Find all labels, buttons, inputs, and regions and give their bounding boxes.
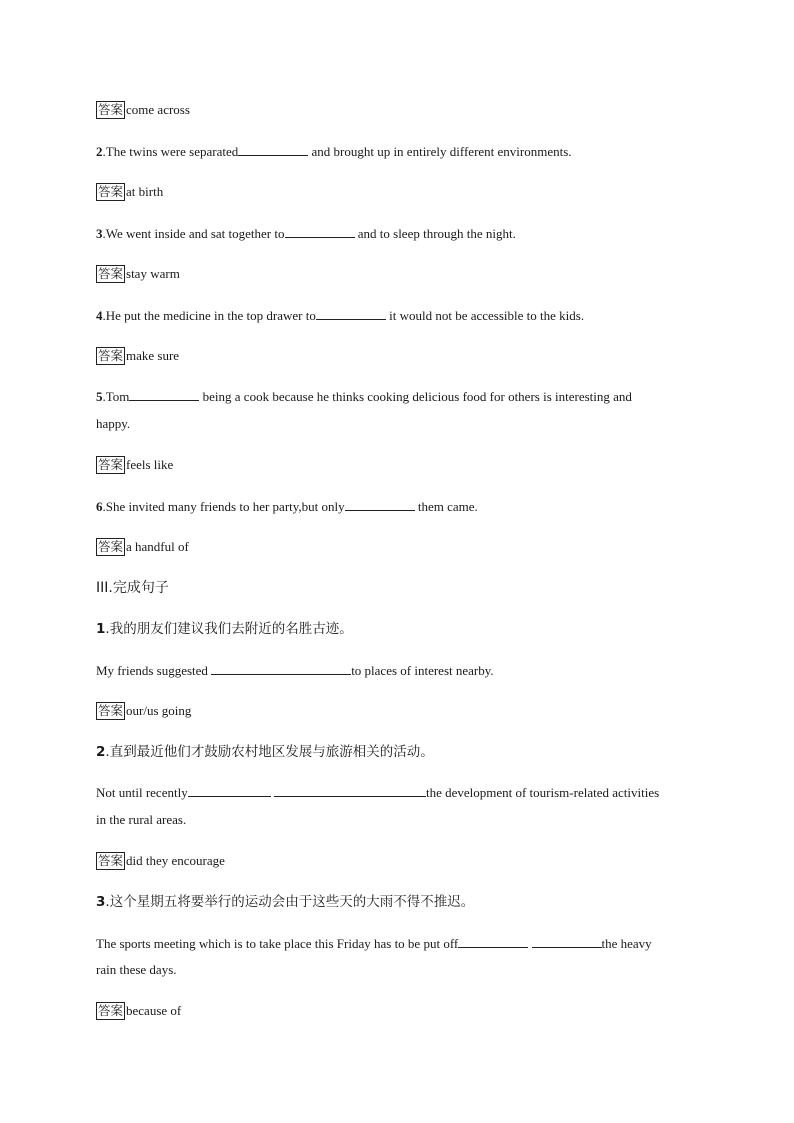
chinese-prompt: .我的朋友们建议我们去附近的名胜古迹。 [105, 621, 353, 637]
answer-label-box: 答案 [98, 457, 124, 472]
question-number: 6 [96, 499, 103, 514]
answer-text: feels like [126, 457, 174, 472]
sentence-number: 2 [96, 744, 106, 760]
question-text-after: and to sleep through the night. [354, 226, 516, 241]
blank-line[interactable] [211, 661, 351, 675]
question-5-continued [96, 415, 130, 433]
answer-text: at birth [126, 184, 164, 199]
question-text-before: .We went inside and sat together to [102, 226, 285, 241]
english-text-continued: in the rural areas. [96, 812, 187, 827]
question-2 [96, 142, 572, 161]
question-number: 5 [96, 389, 103, 404]
blank-line[interactable] [129, 387, 199, 401]
answer-row-s3 [96, 1002, 181, 1020]
english-text-after: the heavy [601, 936, 652, 951]
answer-text: our/us going [126, 703, 192, 718]
question-text-continued: happy. [96, 416, 131, 431]
blank-line[interactable] [285, 224, 355, 238]
question-text-after: and brought up in entirely different environments. [308, 144, 572, 159]
blank-line[interactable] [458, 934, 528, 948]
sentence-1-english [96, 661, 494, 680]
section-title: III.完成句子 [96, 580, 169, 596]
answer-text: did they encourage [126, 853, 225, 868]
blank-line[interactable] [274, 783, 426, 797]
answer-row-4 [96, 347, 179, 365]
chinese-prompt: .这个星期五将要举行的运动会由于这些天的大雨不得不推迟。 [105, 894, 475, 910]
english-text-before: Not until recently [96, 785, 188, 800]
answer-row-1 [96, 101, 190, 119]
chinese-prompt: .直到最近他们才鼓励农村地区发展与旅游相关的活动。 [105, 744, 434, 760]
answer-label-box: 答案 [98, 853, 124, 868]
english-text-after: the development of tourism-related activities [425, 785, 660, 800]
question-number: 2 [96, 144, 103, 159]
sentence-2-english [96, 783, 659, 802]
question-4 [96, 306, 584, 325]
answer-label-box: 答案 [98, 539, 124, 554]
answer-row-s2 [96, 852, 225, 870]
answer-text: come across [126, 102, 190, 117]
answer-label-box: 答案 [98, 348, 124, 363]
question-number: 4 [96, 308, 103, 323]
sentence-3-chinese [96, 893, 474, 911]
sentence-1-chinese [96, 620, 353, 638]
answer-row-s1 [96, 702, 191, 720]
answer-label-box: 答案 [98, 1003, 124, 1018]
question-text-before: .He put the medicine in the top drawer to [102, 308, 316, 323]
blank-line[interactable] [188, 783, 271, 797]
question-text-before: .She invited many friends to her party,but only [102, 499, 345, 514]
question-text-after: being a cook because he thinks cooking delicious food for others is interesting and [199, 389, 632, 404]
question-5 [96, 387, 632, 406]
blank-line[interactable] [345, 497, 415, 511]
answer-text: make sure [126, 348, 180, 363]
english-text-continued: rain these days. [96, 962, 177, 977]
answer-label-box: 答案 [98, 703, 124, 718]
answer-row-6 [96, 538, 189, 556]
blank-line[interactable] [238, 142, 308, 156]
sentence-3-english [96, 934, 652, 953]
sentence-number: 3 [96, 894, 106, 910]
english-text-after: to places of interest nearby. [351, 663, 494, 678]
question-number: 3 [96, 226, 103, 241]
english-text-before: The sports meeting which is to take place this Friday has to be put off [96, 936, 459, 951]
blank-line[interactable] [532, 934, 602, 948]
question-text-after: it would not be accessible to the kids. [385, 308, 585, 323]
question-text-after: them came. [414, 499, 478, 514]
answer-row-5 [96, 456, 173, 474]
blank-line[interactable] [316, 306, 386, 320]
english-text-before: My friends suggested [96, 663, 212, 678]
answer-row-3 [96, 265, 180, 283]
answer-text: because of [126, 1003, 182, 1018]
sentence-2-english-continued [96, 811, 186, 829]
question-text-before: .The twins were separated [102, 144, 239, 159]
question-6 [96, 497, 478, 516]
sentence-3-english-continued [96, 961, 177, 979]
sentence-number: 1 [96, 621, 106, 637]
answer-row-2 [96, 183, 163, 201]
answer-label-box: 答案 [98, 266, 124, 281]
answer-label-box: 答案 [98, 184, 124, 199]
question-text-before: .Tom [102, 389, 130, 404]
answer-text: stay warm [126, 266, 180, 281]
sentence-2-chinese [96, 743, 434, 761]
answer-text: a handful of [126, 539, 189, 554]
answer-label-box: 答案 [98, 102, 124, 117]
question-3 [96, 224, 516, 243]
